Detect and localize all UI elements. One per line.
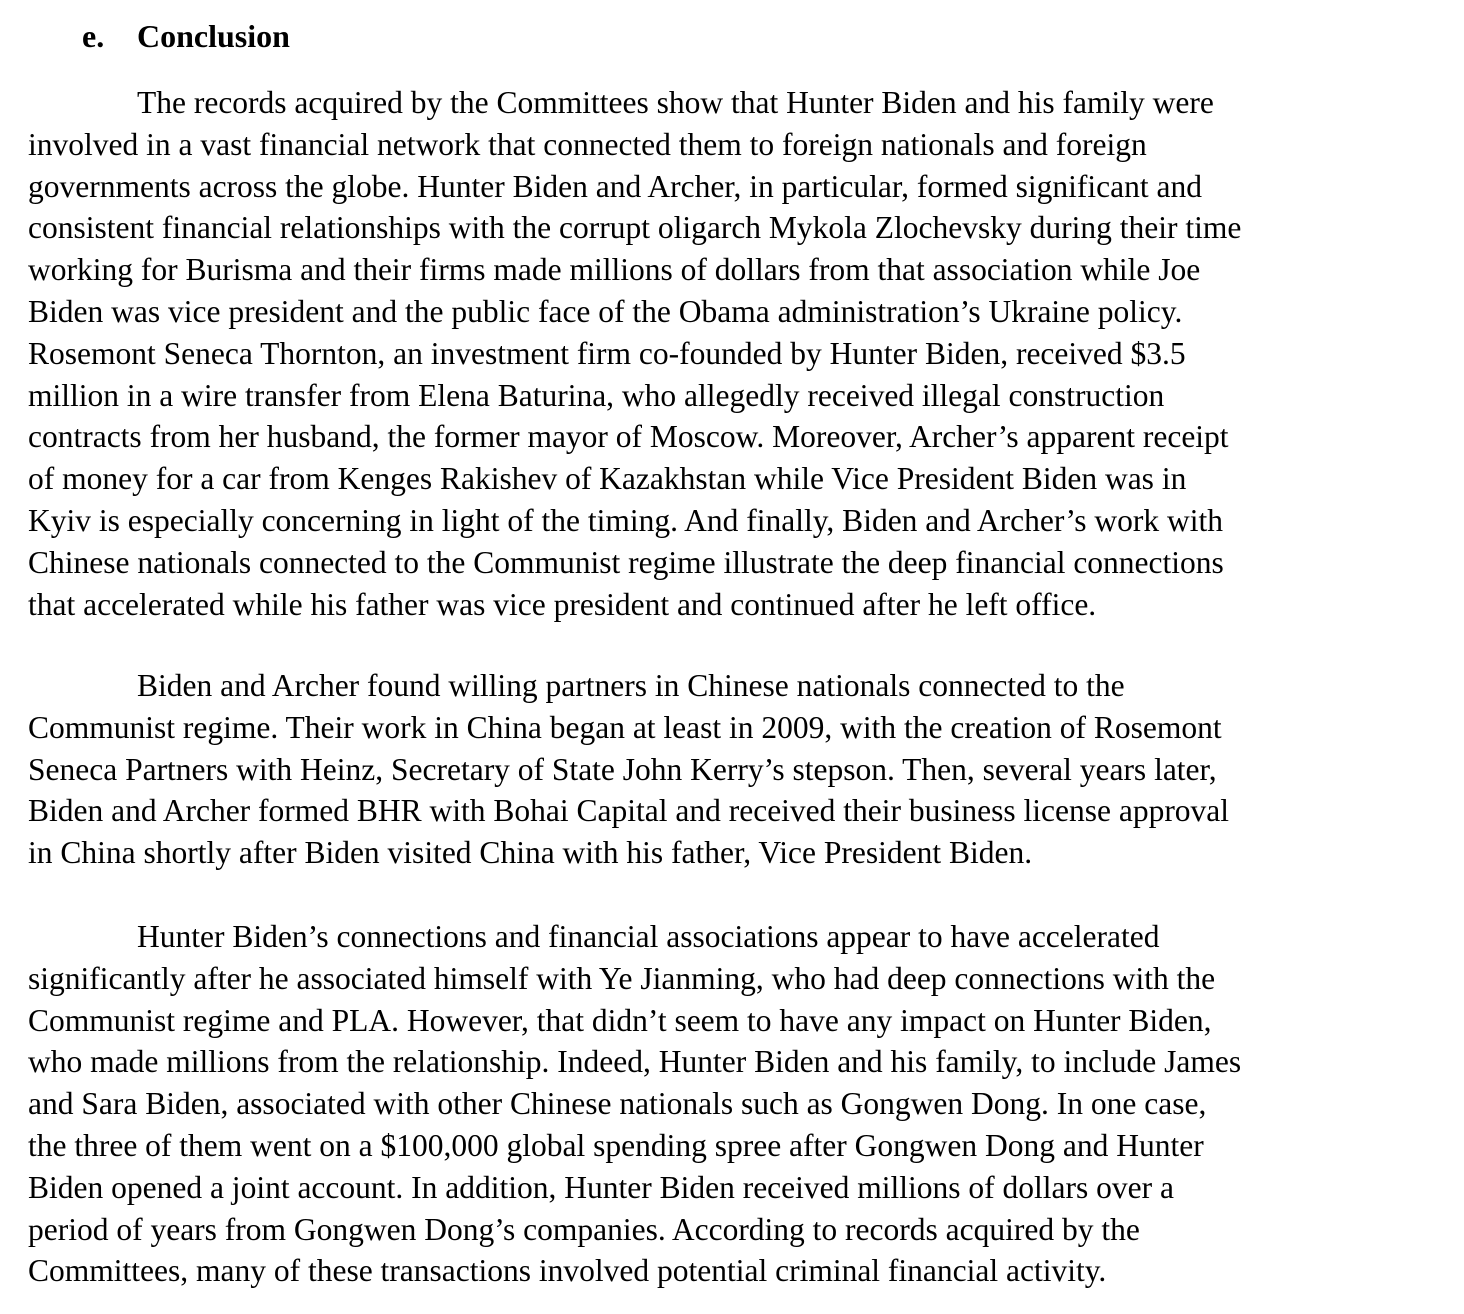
paragraph-2	[28, 665, 1448, 874]
paragraph-line: governments across the globe. Hunter Biden and Archer, in particular, formed significant and	[28, 168, 1202, 204]
paragraph-line: Kyiv is especially concerning in light of the timing. And finally, Biden and Archer’s work with	[28, 502, 1224, 538]
paragraph-line: Rosemont Seneca Thornton, an investment firm co-founded by Hunter Biden, received $3.5	[28, 335, 1186, 371]
paragraph-line: Biden and Archer found willing partners in Chinese nationals connected to the	[137, 668, 1125, 703]
paragraph-line: involved in a vast financial network that connected them to foreign nationals and foreign	[28, 126, 1147, 162]
section-marker: e.	[82, 18, 105, 54]
paragraph-line: Chinese nationals connected to the Communist regime illustrate the deep financial connections	[28, 544, 1224, 580]
paragraph-line: The records acquired by the Committees show that Hunter Biden and his family were	[137, 85, 1214, 120]
paragraph-3	[28, 916, 1448, 1292]
paragraph-line: Hunter Biden’s connections and financial associations appear to have accelerated	[137, 919, 1160, 954]
paragraph-line: in China shortly after Biden visited China with his father, Vice President Biden.	[28, 835, 1033, 871]
paragraph-line: significantly after he associated himself with Ye Jianming, who had deep connections with the	[28, 960, 1216, 996]
paragraph-line: million in a wire transfer from Elena Baturina, who allegedly received illegal construction	[28, 377, 1165, 413]
paragraph-line: who made millions from the relationship. Indeed, Hunter Biden and his family, to include James	[28, 1044, 1242, 1080]
paragraph-line: Communist regime. Their work in China began at least in 2009, with the creation of Rosemont	[28, 709, 1222, 745]
paragraph-line: of money for a car from Kenges Rakishev of Kazakhstan while Vice President Biden was in	[28, 461, 1187, 497]
paragraph-line: Committees, many of these transactions involved potential criminal financial activity.	[28, 1253, 1107, 1289]
paragraph-line: the three of them went on a $100,000 global spending spree after Gongwen Dong and Hunter	[28, 1127, 1204, 1163]
paragraph-line: and Sara Biden, associated with other Chinese nationals such as Gongwen Dong. In one case,	[28, 1086, 1207, 1122]
paragraph-line: contracts from her husband, the former mayor of Moscow. Moreover, Archer’s apparent receipt	[28, 419, 1229, 455]
paragraph-line: Biden was vice president and the public face of the Obama administration’s Ukraine policy.	[28, 293, 1183, 329]
section-heading	[82, 14, 290, 58]
paragraph-line: that accelerated while his father was vice president and continued after he left office.	[28, 586, 1097, 622]
paragraph-line: Biden and Archer formed BHR with Bohai Capital and received their business license approval	[28, 793, 1230, 829]
paragraph-1	[28, 82, 1448, 625]
paragraph-line: period of years from Gongwen Dong’s companies. According to records acquired by the	[28, 1211, 1140, 1247]
paragraph-line: working for Burisma and their firms made millions of dollars from that association while Joe	[28, 252, 1201, 288]
paragraph-line: Seneca Partners with Heinz, Secretary of State John Kerry’s stepson. Then, several years later,	[28, 751, 1217, 787]
paragraph-line: consistent financial relationships with the corrupt oligarch Mykola Zlochevsky during their time	[28, 210, 1242, 246]
paragraph-line: Communist regime and PLA. However, that didn’t seem to have any impact on Hunter Biden,	[28, 1002, 1212, 1038]
section-title: Conclusion	[137, 18, 290, 54]
paragraph-line: Biden opened a joint account. In addition, Hunter Biden received millions of dollars over a	[28, 1169, 1174, 1205]
